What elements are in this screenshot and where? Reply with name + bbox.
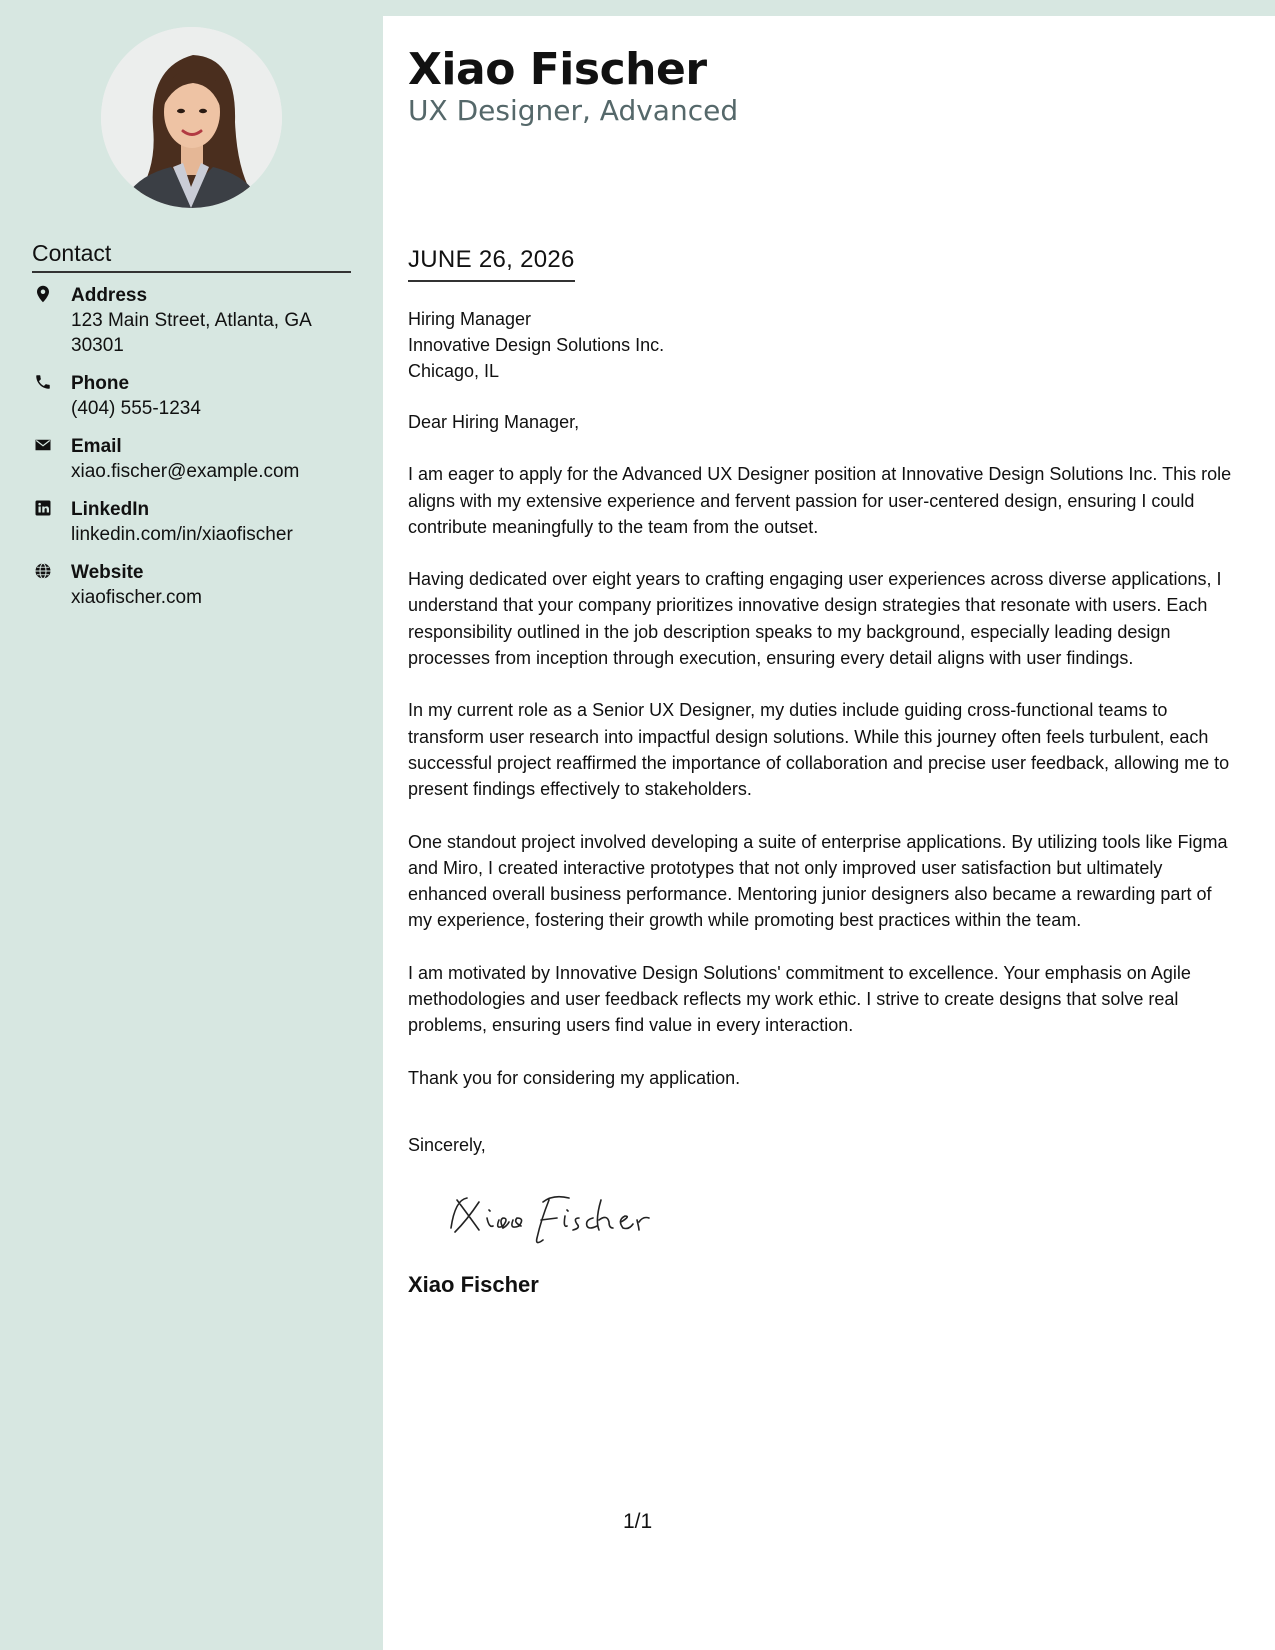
contact-item-website <box>32 560 362 610</box>
body-paragraph: I am eager to apply for the Advanced UX Designer position at Innovative Design Solutions Inc. This role aligns with my extensive experience and fervent passion for user-centered design, ensuring I could contribute meaningfully to the team from the outset. <box>408 464 1232 537</box>
recipient-line: Innovative Design Solutions Inc. <box>408 335 665 355</box>
contact-label: Address <box>71 285 148 306</box>
contact-label: Phone <box>71 373 130 394</box>
contact-value: 123 Main Street, Atlanta, GA 30301 <box>71 310 311 356</box>
letter-date: JUNE 26, 2026 <box>408 246 575 282</box>
profile-photo <box>101 27 282 208</box>
contact-item-email <box>32 434 362 484</box>
contact-label: Email <box>71 436 122 457</box>
contact-list <box>32 283 362 623</box>
contact-value[interactable]: linkedin.com/in/xiaofischer <box>71 524 293 545</box>
contact-item-phone <box>32 371 362 421</box>
envelope-icon <box>34 436 52 454</box>
body-paragraph: In my current role as a Senior UX Designer, my duties include guiding cross-functional teams to transform user research into impactful design solutions. While this journey often feels turbulent, each successful project reaffirmed the importance of collaboration and precise user feedback, allowing me to present findings effectively to stakeholders. <box>408 700 1230 800</box>
globe-icon <box>34 562 52 580</box>
location-pin-icon <box>34 285 52 303</box>
contact-label: Website <box>71 562 144 583</box>
recipient-line: Chicago, IL <box>408 361 500 381</box>
contact-value[interactable]: xiaofischer.com <box>71 587 202 608</box>
signer-name: Xiao Fischer <box>408 1272 539 1297</box>
contact-item-address <box>32 283 362 358</box>
contact-item-linkedin <box>32 497 362 547</box>
salutation: Dear Hiring Manager, <box>408 412 580 432</box>
body-paragraph: I am motivated by Innovative Design Solutions' commitment to excellence. Your emphasis on Agile methodologies and user feedback reflects my work ethic. I strive to create designs that solve real problems, ensuring users find value in every interaction. <box>408 962 1191 1036</box>
contact-value: (404) 555-1234 <box>71 398 201 419</box>
letter-body <box>408 409 1238 1117</box>
contact-label: LinkedIn <box>71 499 150 520</box>
closing: Sincerely, <box>408 1135 486 1155</box>
contact-heading: Contact <box>32 240 351 273</box>
sidebar <box>0 0 383 1650</box>
contact-value[interactable]: xiao.fischer@example.com <box>71 461 300 482</box>
body-paragraph: Having dedicated over eight years to crafting engaging user experiences across diverse applications, I understand that your company prioritizes innovative design strategies that resonate with users. Each responsibility outlined in the job description speaks to my background, especially leading design processes from inception through execution, ensuring every detail aligns with user findings. <box>408 569 1222 669</box>
applicant-name: Xiao Fischer <box>408 44 707 95</box>
avatar <box>101 27 282 208</box>
body-paragraph: Thank you for considering my application. <box>408 1067 741 1088</box>
phone-icon <box>34 373 52 391</box>
handwritten-signature <box>443 1180 663 1250</box>
recipient-line: Hiring Manager <box>408 309 532 329</box>
letter-main: Xiao Fischer UX Designer, Advanced JUNE 26, 2026 Hiring Manager Innovative Design Solutions Inc. Chicago, IL Dear Hiring Manager, I am eager to apply for the Advanced UX Designer position at Innovative Design Solutions Inc. This role aligns with my extensive experience and fervent passion for user-centered design, ensuring I could contribute meaningfully to the team from the outset. Having dedicated over eight years to crafting engaging user experiences across diverse applications, I understand that your company prioritizes innovative design strategies that resonate with users. Each responsibility outlined in the job description speaks to my background, especially leading design processes from inception through execution, ensuring every detail aligns with user findings. In my current role as a Senior UX Designer, my duties include guiding cross-functional teams to transform user research into impactful design solutions. While this journey often feels turbulent, each successful project reaffirmed the importance of collaboration and precise user feedback, allowing me to present findings effectively to stakeholders. One standout project involved developing a suite of enterprise applications. By utilizing tools like Figma and Miro, I created interactive prototypes that not only improved user satisfaction but ultimately enhanced overall business performance. Mentoring junior designers also became a rewarding part of my experience, fostering their growth while promoting best practices within the team. I am motivated by Innovative Design Solutions' commitment to excellence. Your emphasis on Agile methodologies and user feedback reflects my work ethic. I strive to create designs that solve real problems, ensuring users find value in every interaction. Thank you for considering my application. Sincerely, Xiao Fischer 1/1 <box>383 16 1275 1650</box>
applicant-role: UX Designer, Advanced <box>408 94 739 127</box>
linkedin-icon <box>34 499 52 517</box>
body-paragraph: One standout project involved developing a suite of enterprise applications. By utilizing tools like Figma and Miro, I created interactive prototypes that not only improved user satisfaction but ultimately enhanced overall business performance. Mentoring junior designers also became a rewarding part of my experience, fostering their growth while promoting best practices within the team. <box>408 831 1228 931</box>
recipient-block <box>408 306 1228 384</box>
